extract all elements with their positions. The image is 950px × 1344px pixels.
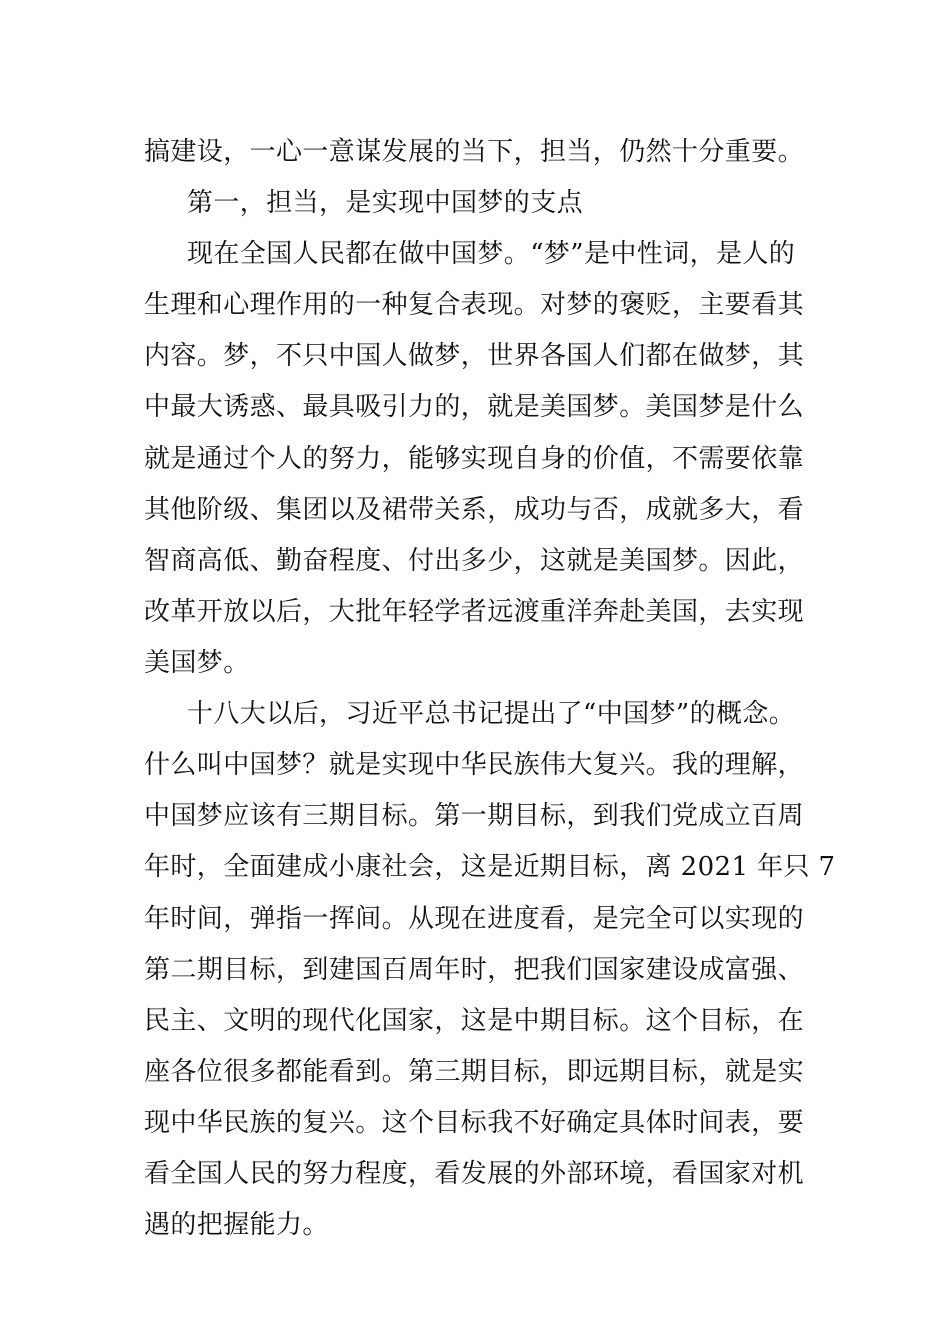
text-line-17: 第二期目标，到建国百周年时，把我们国家建设成富强、 xyxy=(144,955,805,985)
text-line-21: 看全国人民的努力程度，看发展的外部环境，看国家对机 xyxy=(144,1159,805,1189)
text-line-16: 年时间，弹指一挥间。从现在进度看，是完全可以实现的 xyxy=(144,904,805,934)
text-line-20: 现中华民族的复兴。这个目标我不好确定具体时间表，要 xyxy=(144,1108,805,1138)
text-line-9: 智商高低、勤奋程度、付出多少，这就是美国梦。因此， xyxy=(144,546,805,576)
text-line-14: 中国梦应该有三期目标。第一期目标，到我们党成立百周 xyxy=(144,801,805,831)
section-heading: 第一，担当，是实现中国梦的支点 xyxy=(187,188,584,218)
text-line-10: 改革开放以后，大批年轻学者远渡重洋奔赴美国，去实现 xyxy=(144,597,805,627)
text-line-19: 座各位很多都能看到。第三期目标，即远期目标，就是实 xyxy=(144,1057,805,1087)
text-line-5: 内容。梦，不只中国人做梦，世界各国人们都在做梦，其 xyxy=(144,341,805,371)
text-line-6: 中最大诱惑、最具吸引力的，就是美国梦。美国梦是什么 xyxy=(144,392,805,422)
text-line-8: 其他阶级、集团以及裙带关系，成功与否，成就多大，看 xyxy=(144,495,805,525)
text-line-13: 什么叫中国梦？就是实现中华民族伟大复兴。我的理解， xyxy=(144,750,805,780)
text-line-11: 美国梦。 xyxy=(144,648,250,678)
text-line-12: 十八大以后，习近平总书记提出了“中国梦”的概念。 xyxy=(187,699,796,729)
text-line-7: 就是通过个人的努力，能够实现自身的价值，不需要依靠 xyxy=(144,444,805,474)
text-line-4: 生理和心理作用的一种复合表现。对梦的褒贬，主要看其 xyxy=(144,290,805,320)
text-line-3: 现在全国人民都在做中国梦。“梦”是中性词，是人的 xyxy=(187,239,796,269)
text-line-22: 遇的把握能力。 xyxy=(144,1210,329,1240)
text-line-15: 年时，全面建成小康社会，这是近期目标，离 2021 年只 7 xyxy=(144,852,836,882)
text-line-1: 搞建设，一心一意谋发展的当下，担当，仍然十分重要。 xyxy=(144,137,805,167)
text-line-18: 民主、文明的现代化国家，这是中期目标。这个目标，在 xyxy=(144,1006,805,1036)
